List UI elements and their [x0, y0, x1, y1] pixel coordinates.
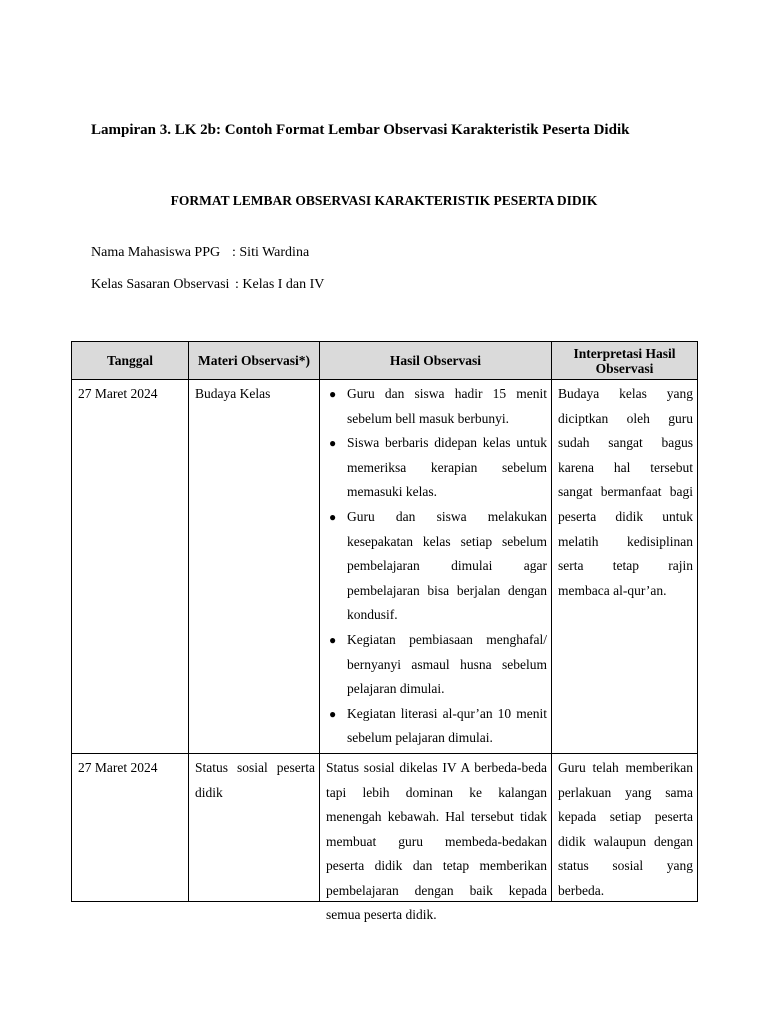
result-text: Kegiatan pembiasaan menghafal/ bernyanyi asmaul husna sebelum pelajaran dimulai. — [347, 631, 547, 697]
list-item — [326, 628, 547, 702]
cell-material: Budaya Kelas — [189, 380, 320, 754]
info-value-student-name: : Siti Wardina — [232, 245, 310, 260]
cell-date — [72, 753, 189, 901]
cell-material-text: Status sosial peserta didik — [195, 759, 315, 800]
list-item — [326, 505, 547, 628]
header-interpretation: Interpretasi Hasil Observasi — [552, 342, 698, 380]
observation-table — [71, 341, 698, 923]
cell-material — [189, 753, 320, 901]
results-list — [326, 382, 547, 751]
result-text: Guru dan siswa hadir 15 menit sebelum bell masuk berbunyi. — [347, 386, 547, 426]
cell-interpretation — [552, 753, 698, 901]
list-item — [326, 382, 547, 431]
info-label-student-name: Nama Mahasiswa PPG — [91, 245, 221, 260]
header-result: Hasil Observasi — [320, 342, 552, 380]
info-label-target-class: Kelas Sasaran Observasi — [91, 277, 230, 292]
cell-results — [320, 753, 552, 923]
info-row-target-class — [91, 277, 324, 293]
bullet-icon: ● — [329, 509, 337, 524]
document-title: FORMAT LEMBAR OBSERVASI KARAKTERISTIK PESERTA DIDIK — [170, 193, 598, 208]
bullet-icon: ● — [329, 387, 337, 401]
cell-date: 27 Maret 2024 — [72, 380, 189, 754]
result-text: Guru dan siswa melakukan kesepakatan kelas setiap sebelum pembelajaran dimulai agar pembelajaran bisa berjalan dengan kondusif. — [347, 508, 547, 623]
table-header-row — [72, 342, 698, 380]
cell-interpretation-text: Guru telah memberikan perlakuan yang sama kepada setiap peserta didik walaupun dengan status sosial yang berbeda. — [558, 759, 693, 898]
appendix-title: Lampiran 3. LK 2b: Contoh Format Lembar Observasi Karakteristik Peserta Didik — [91, 122, 630, 138]
table-row — [72, 753, 698, 901]
cell-interpretation: Budaya kelas yang diciptkan oleh guru sudah sangat bagus karena hal tersebut sangat bermanfaat bagi peserta didik untuk melatih kedisiplinan serta tetap rajin membaca al-qur’an. — [552, 380, 698, 754]
bullet-icon: ● — [329, 706, 337, 721]
header-material: Materi Observasi*) — [189, 342, 320, 380]
info-row-student-name — [91, 245, 309, 261]
table-row — [72, 380, 698, 754]
bullet-icon: ● — [329, 632, 337, 647]
header-date: Tanggal — [72, 342, 189, 380]
info-value-target-class: : Kelas I dan IV — [235, 277, 325, 292]
bullet-icon: ● — [329, 436, 337, 451]
result-text: Siswa berbaris didepan kelas untuk memeriksa kerapian sebelum memasuki kelas. — [347, 435, 547, 500]
result-text: Kegiatan literasi al-qur’an 10 menit sebelum pelajaran dimulai. — [347, 705, 547, 746]
list-item — [326, 702, 547, 751]
cell-results-text: Status sosial dikelas IV A berbeda-beda tapi lebih dominan ke kalangan menengah kebawah. Hal tersebut tidak membuat guru membeda-bedakan peserta didik dan tetap memberikan pembelajaran dengan baik kepada semua peserta didik. — [326, 759, 547, 923]
cell-date-text: 27 Maret 2024 — [78, 759, 158, 775]
cell-results — [320, 380, 552, 754]
list-item — [326, 431, 547, 505]
